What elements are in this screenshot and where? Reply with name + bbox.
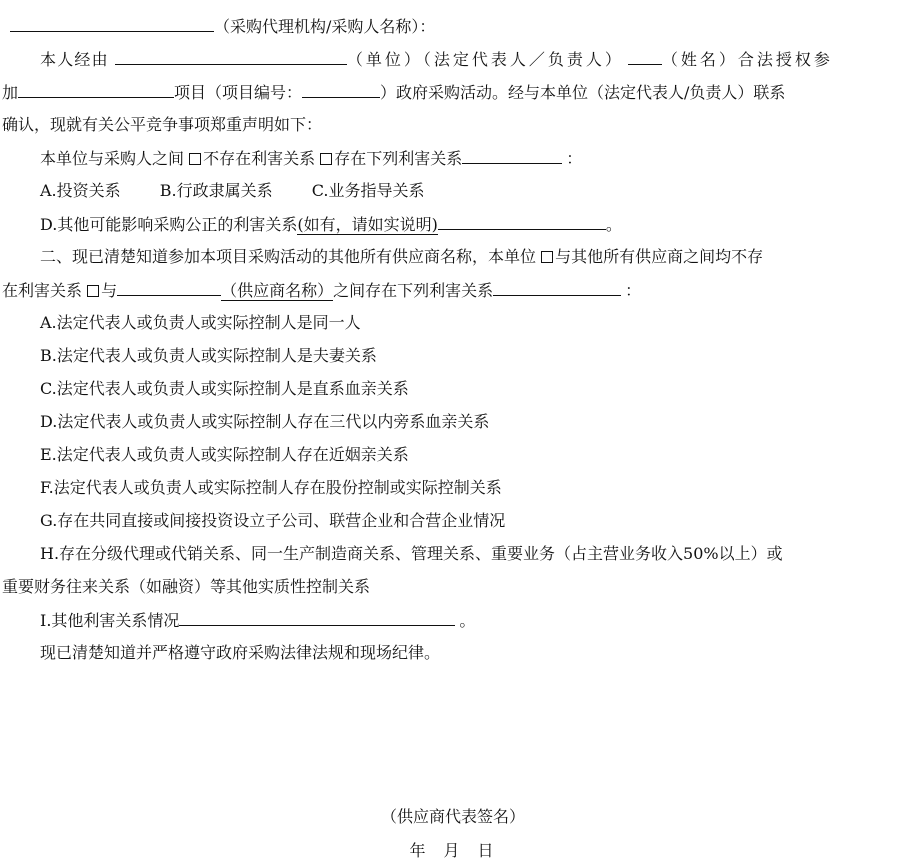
- other-relationship-details-line: [0, 603, 904, 636]
- relationship-item-a: [0, 306, 904, 339]
- supplier-relationship-suffix: 之间存在下列利害关系: [333, 281, 494, 300]
- purchaser-relationship-options: [0, 174, 904, 207]
- relationship-item-h-continued-text: 重要财务往来关系（如融资）等其他实质性控制关系: [2, 577, 371, 596]
- relationship-item-b-text: B.法定代表人或负责人或实际控制人是夫妻关系: [40, 346, 377, 365]
- date-line: [0, 834, 904, 867]
- relationship-item-h: [0, 537, 904, 570]
- no-supplier-relationship-checkbox[interactable]: [541, 251, 553, 263]
- closing-statement-text: 现已清楚知道并严格遵守政府采购法律法规和现场纪律。: [40, 643, 441, 662]
- unit-blank[interactable]: [115, 42, 347, 65]
- relationship-item-g-text: G.存在共同直接或间接投资设立子公司、联营企业和合营企业情况: [40, 511, 506, 530]
- supplier-representative-signature: （供应商代表签名）: [380, 807, 525, 826]
- other-relationship-details-blank[interactable]: [179, 603, 455, 626]
- supplier-relationship-line-2: [0, 273, 904, 306]
- name-blank[interactable]: [628, 42, 662, 65]
- purchaser-relationship-line: [0, 141, 904, 174]
- project-label: 项目（项目编号：: [174, 83, 303, 102]
- project-suffix: ）政府采购活动。经与本单位（法定代表人/负责人）联系: [380, 83, 786, 102]
- relationship-item-c-text: C.法定代表人或负责人或实际控制人是直系血亲关系: [40, 379, 409, 398]
- supplier-relationship-prefix: 在利害关系: [2, 281, 83, 300]
- agency-name-label: （采购代理机构/采购人名称）：: [214, 17, 436, 36]
- other-relationship-blank[interactable]: [438, 207, 606, 230]
- declaration-intro: [0, 108, 904, 141]
- relationship-item-e: [0, 438, 904, 471]
- investment-relationship-option: A.投资关系: [40, 181, 121, 200]
- other-relationship-details-end: 。: [459, 611, 476, 630]
- supplier-name-label: （供应商名称）: [221, 281, 334, 300]
- legal-representative-label: （法定代表人／负责人）: [422, 50, 624, 69]
- authorization-suffix: 合法授权参: [737, 50, 833, 69]
- business-guidance-option: C.业务指导关系: [311, 181, 425, 200]
- relationship-item-c: [0, 372, 904, 405]
- other-relationship-details-label: I.其他利害关系情况: [40, 611, 180, 630]
- administrative-relationship-option: B.行政隶属关系: [159, 181, 273, 200]
- relationship-item-d-text: D.法定代表人或负责人或实际控制人存在三代以内旁系血亲关系: [40, 412, 490, 431]
- relationship-item-f-text: F.法定代表人或负责人或实际控制人存在股份控制或实际控制关系: [40, 478, 502, 497]
- no-relationship-checkbox[interactable]: [189, 153, 201, 165]
- relationship-item-a-text: A.法定代表人或负责人或实际控制人是同一人: [40, 313, 361, 332]
- relationship-item-g: [0, 504, 904, 537]
- purchaser-relationship-lead: 本单位与采购人之间: [40, 149, 185, 168]
- name-label: （姓名）: [661, 50, 738, 69]
- relationship-exists-label: 存在下列利害关系: [334, 149, 463, 168]
- supplier-relationship-end: ：: [625, 281, 642, 300]
- supplier-relationship-line-1: [0, 240, 904, 273]
- agency-name-blank[interactable]: [10, 9, 214, 32]
- signature-label: [0, 800, 904, 833]
- supplier-relationship-checkbox[interactable]: [87, 285, 99, 297]
- project-name-blank[interactable]: [18, 75, 174, 98]
- closing-statement: [0, 636, 904, 669]
- authorization-line-2: [0, 75, 904, 108]
- other-relationship-line: [0, 207, 904, 240]
- relationship-item-h-continued: [0, 570, 904, 603]
- relationship-item-b: [0, 339, 904, 372]
- with-label: 与: [101, 281, 118, 300]
- other-relationship-note: (如有，请如实说明): [297, 215, 438, 234]
- supplier-name-blank[interactable]: [117, 273, 221, 296]
- project-code-blank[interactable]: [302, 75, 380, 98]
- relationship-item-f: [0, 471, 904, 504]
- no-supplier-relationship-label: 与其他所有供应商之间均不存: [555, 247, 764, 266]
- purchaser-relationship-blank[interactable]: [462, 141, 562, 164]
- other-relationship-label: D.其他可能影响采购公正的利害关系: [40, 215, 298, 234]
- relationship-item-d: [0, 405, 904, 438]
- relationship-item-h-text: H.存在分级代理或代销关系、同一生产制造商关系、管理关系、重要业务（占主营业务收入50%以上）或: [40, 544, 783, 563]
- relationship-exists-checkbox[interactable]: [320, 153, 332, 165]
- authorization-line-1: [0, 42, 904, 75]
- declaration-intro-text: 确认，现就有关公平竞争事项郑重声明如下：: [2, 115, 323, 134]
- supplier-relationship-blank[interactable]: [493, 273, 621, 296]
- unit-label: （单位）: [346, 50, 423, 69]
- other-relationship-end: 。: [605, 215, 622, 234]
- authorization-prefix: 本人经由: [40, 50, 109, 69]
- header-line: [0, 9, 904, 42]
- no-relationship-label: 不存在利害关系: [203, 149, 316, 168]
- purchaser-relationship-end: ：: [566, 149, 583, 168]
- date-label: 年 月 日: [409, 841, 495, 860]
- relationship-item-e-text: E.法定代表人或负责人或实际控制人存在近姻亲关系: [40, 445, 409, 464]
- supplier-relationship-lead: 二、现已清楚知道参加本项目采购活动的其他所有供应商名称，本单位: [40, 247, 537, 266]
- participate-prefix: 加: [2, 83, 19, 102]
